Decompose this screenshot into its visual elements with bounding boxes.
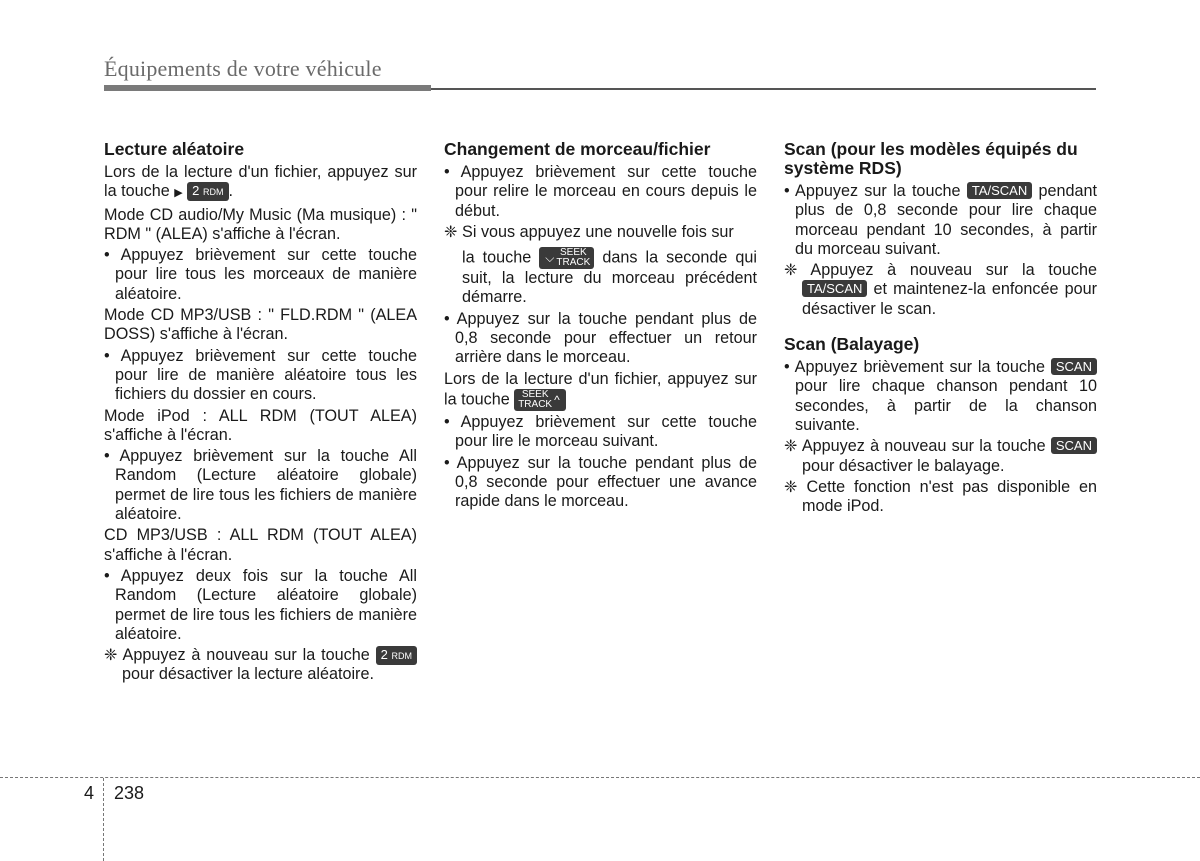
text: • Appuyez brièvement sur la touche	[784, 358, 1045, 377]
header-rule	[431, 88, 1096, 90]
bullet-item	[784, 358, 1097, 435]
page-number-value: 238	[114, 783, 145, 803]
column-scan	[784, 140, 1097, 518]
section-heading: Scan (pour les modèles équipés du système RDS)	[784, 139, 1078, 178]
text: pour désactiver le balayage.	[802, 456, 1005, 475]
text: pour désactiver la lecture aléatoire.	[122, 665, 374, 684]
column-track-change	[444, 140, 757, 513]
chevron-down-icon: ⌵	[545, 251, 555, 266]
column-random-play	[104, 140, 417, 687]
page-header-title: Équipements de votre véhicule	[104, 56, 382, 81]
key-label: RDM	[203, 187, 224, 198]
header-rule-accent	[104, 85, 431, 91]
paragraph	[444, 370, 757, 411]
bullet-item: • Appuyez brièvement sur cette touche pour lire le morceau suivant.	[444, 412, 757, 451]
text: .	[228, 182, 234, 201]
paragraph: CD MP3/USB : ALL RDM (TOUT ALEA) s'affiche à l'écran.	[104, 526, 417, 564]
text: Lors de la lecture d'un fichier, appuyez sur la touche	[444, 369, 757, 409]
seek-down-key-badge	[539, 247, 594, 269]
text: et maintenez-la enfoncée pour désactiver le scan.	[802, 280, 1097, 318]
footer-divider	[0, 777, 1200, 778]
scan-key-badge: SCAN	[1051, 358, 1097, 375]
section-heading: Changement de morceau/fichier	[444, 139, 711, 159]
section-heading: Lecture aléatoire	[104, 139, 245, 159]
bullet-item: • Appuyez brièvement sur cette touche pour lire de manière aléatoire tous les fichiers du dossier en cours.	[104, 346, 417, 404]
play-triangle-icon: ▶	[174, 187, 183, 200]
bullet-item: • Appuyez brièvement sur cette touche pour relire le morceau en cours depuis le début.	[444, 163, 757, 220]
bullet-item: • Appuyez sur la touche pendant plus de 0,8 seconde pour effectuer une avance rapide dans le morceau.	[444, 453, 757, 511]
key-label: SEEK	[521, 388, 549, 400]
bullet-item	[784, 182, 1097, 259]
bullet-item: • Appuyez brièvement sur la touche All Random (Lecture aléatoire globale) permet de lire tous les fichiers de manière aléatoire.	[104, 447, 417, 524]
chapter-number: 4	[84, 783, 95, 803]
note-item	[444, 223, 757, 308]
chevron-up-icon: ^	[554, 392, 560, 407]
paragraph	[104, 163, 417, 204]
rdm-key-badge	[187, 182, 228, 201]
text: pendant plus de 0,8 seconde pour lire chaque morceau pendant 10 secondes, à partir du morceau suivant.	[795, 182, 1098, 258]
note-item	[104, 646, 417, 685]
text: • Appuyez sur la touche	[784, 182, 961, 200]
text: pour lire chaque chanson pendant 10 secondes, à partir de la chanson suivante.	[795, 377, 1097, 434]
footer-margin-divider	[103, 778, 104, 861]
text: ❈ Appuyez à nouveau sur la touche	[104, 646, 370, 665]
note-item	[784, 261, 1097, 319]
spacer	[784, 321, 1097, 335]
key-num: 2	[192, 183, 200, 199]
seek-up-key-badge	[514, 389, 566, 411]
paragraph: Mode CD audio/My Music (Ma musique) : " RDM " (ALEA) s'affiche à l'écran.	[104, 205, 417, 243]
tascan-key-badge: TA/SCAN	[967, 182, 1032, 199]
note-item	[784, 437, 1097, 476]
paragraph: Mode CD MP3/USB : " FLD.RDM " (ALEA DOSS) s'affiche à l'écran.	[104, 306, 417, 344]
section-heading: Scan (Balayage)	[784, 334, 920, 355]
note-item: ❈ Cette fonction n'est pas disponible en mode iPod.	[784, 477, 1097, 516]
text: ❈ Appuyez à nouveau sur la touche	[784, 437, 1046, 456]
text: Lors de la lecture d'un fichier, appuyez sur la touche	[104, 163, 417, 201]
bullet-item: • Appuyez sur la touche pendant plus de 0,8 seconde pour effectuer un retour arrière dans le morceau.	[444, 309, 757, 367]
tascan-key-badge: TA/SCAN	[802, 280, 867, 297]
key-label: TRACK	[556, 257, 591, 269]
rdm-key-badge	[376, 646, 417, 665]
key-label: TRACK	[518, 398, 553, 410]
text: ❈ Si vous appuyez une nouvelle fois sur	[444, 222, 734, 241]
scan-key-badge: SCAN	[1051, 437, 1097, 454]
bullet-item: • Appuyez brièvement sur cette touche pour lire tous les morceaux de manière aléatoire.	[104, 246, 417, 303]
text: la touche	[462, 248, 532, 267]
paragraph: Mode iPod : ALL RDM (TOUT ALEA) s'affiche à l'écran.	[104, 406, 417, 444]
bullet-item: • Appuyez deux fois sur la touche All Random (Lecture aléatoire globale) permet de lire tous les fichiers de manière aléatoire.	[104, 566, 417, 643]
key-num: 2	[380, 647, 388, 663]
key-label: SEEK	[560, 247, 587, 259]
text: ❈ Appuyez à nouveau sur la touche	[784, 261, 1097, 280]
key-label: RDM	[391, 651, 413, 662]
text: dans la seconde qui suit, la lecture du morceau précédent démarre.	[462, 248, 757, 307]
